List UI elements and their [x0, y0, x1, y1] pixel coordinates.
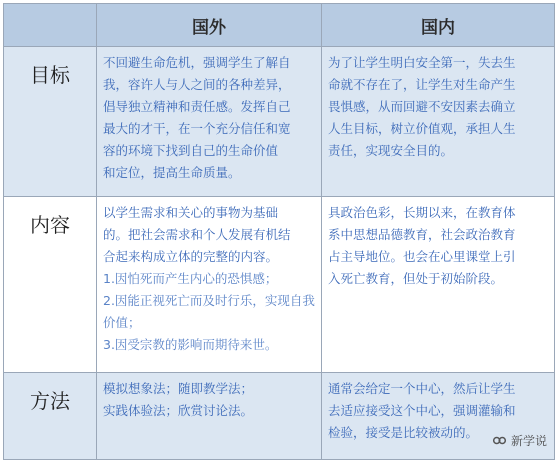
- text-line: 我，容许人与人之间的各种差异，: [103, 77, 291, 92]
- text-line: 具政治色彩，长期以来，在教育体: [328, 205, 516, 220]
- text-line: 命就不存在了，让学生对生命产生: [328, 77, 516, 92]
- text-line: 通常会给定一个中心，然后让学生: [328, 381, 516, 396]
- wechat-channel-icon: [492, 433, 507, 448]
- row-label-goal: 目标: [4, 47, 97, 197]
- text-line: 入死亡教育，但处于初始阶段。: [328, 271, 504, 286]
- text-line: 倡导独立精神和责任感。发挥自己: [103, 99, 291, 114]
- watermark: [492, 432, 547, 449]
- row-content: [4, 197, 555, 373]
- text-line: 实践体验法；欣赏讨论法。: [103, 403, 254, 418]
- text-line: 模拟想象法；随即教学法；: [103, 381, 254, 396]
- text-line: 的。把社会需求和个人发展有机结: [103, 227, 291, 242]
- header-domestic: 国内: [322, 4, 555, 47]
- header-foreign: 国外: [97, 4, 322, 47]
- list-item: 3.因受宗教的影响而期待来世。: [103, 337, 278, 352]
- list-item: 2.因能正视死亡而及时行乐，实现自我: [103, 293, 315, 308]
- header-corner: [4, 4, 97, 47]
- text-line: 占主导地位。也会在心里课堂上引: [328, 249, 516, 264]
- row-goal: [4, 47, 555, 197]
- cell-goal-domestic: [322, 47, 555, 197]
- text-line: 容的环境下找到自己的生命价值: [103, 143, 279, 158]
- text-line: 检验，接受是比较被动的。: [328, 425, 479, 440]
- list-item: 价值；: [103, 315, 141, 330]
- text-line: 不回避生命危机，强调学生了解自: [103, 55, 291, 70]
- row-label-method: 方法: [4, 373, 97, 460]
- text-line: 以学生需求和关心的事物为基础: [103, 205, 279, 220]
- text-line: 人生目标，树立价值观，承担人生: [328, 121, 516, 136]
- text-line: 合起来构成立体的完整的内容。: [103, 249, 279, 264]
- text-line: 系中思想品德教育，社会政治教育: [328, 227, 516, 242]
- cell-method-foreign: [97, 373, 322, 460]
- text-line: 去适应接受这个中心，强调灌输和: [328, 403, 516, 418]
- comparison-table: [3, 3, 555, 460]
- row-method: [4, 373, 555, 460]
- cell-goal-foreign: [97, 47, 322, 197]
- text-line: 责任，实现安全目的。: [328, 143, 454, 158]
- header-row: [4, 4, 555, 47]
- text-line: 和定位，提高生命质量。: [103, 165, 241, 180]
- text-line: 为了让学生明白安全第一，失去生: [328, 55, 516, 70]
- text-line: 畏惧感，从而回避不安因素去确立: [328, 99, 516, 114]
- list-item: 1.因怕死而产生内心的恐惧感；: [103, 271, 278, 286]
- watermark-text: 新学说: [510, 434, 547, 448]
- text-line: 最大的才干，在一个充分信任和宽: [103, 121, 291, 136]
- row-label-content: 内容: [4, 197, 97, 373]
- cell-content-foreign: [97, 197, 322, 373]
- cell-content-domestic: [322, 197, 555, 373]
